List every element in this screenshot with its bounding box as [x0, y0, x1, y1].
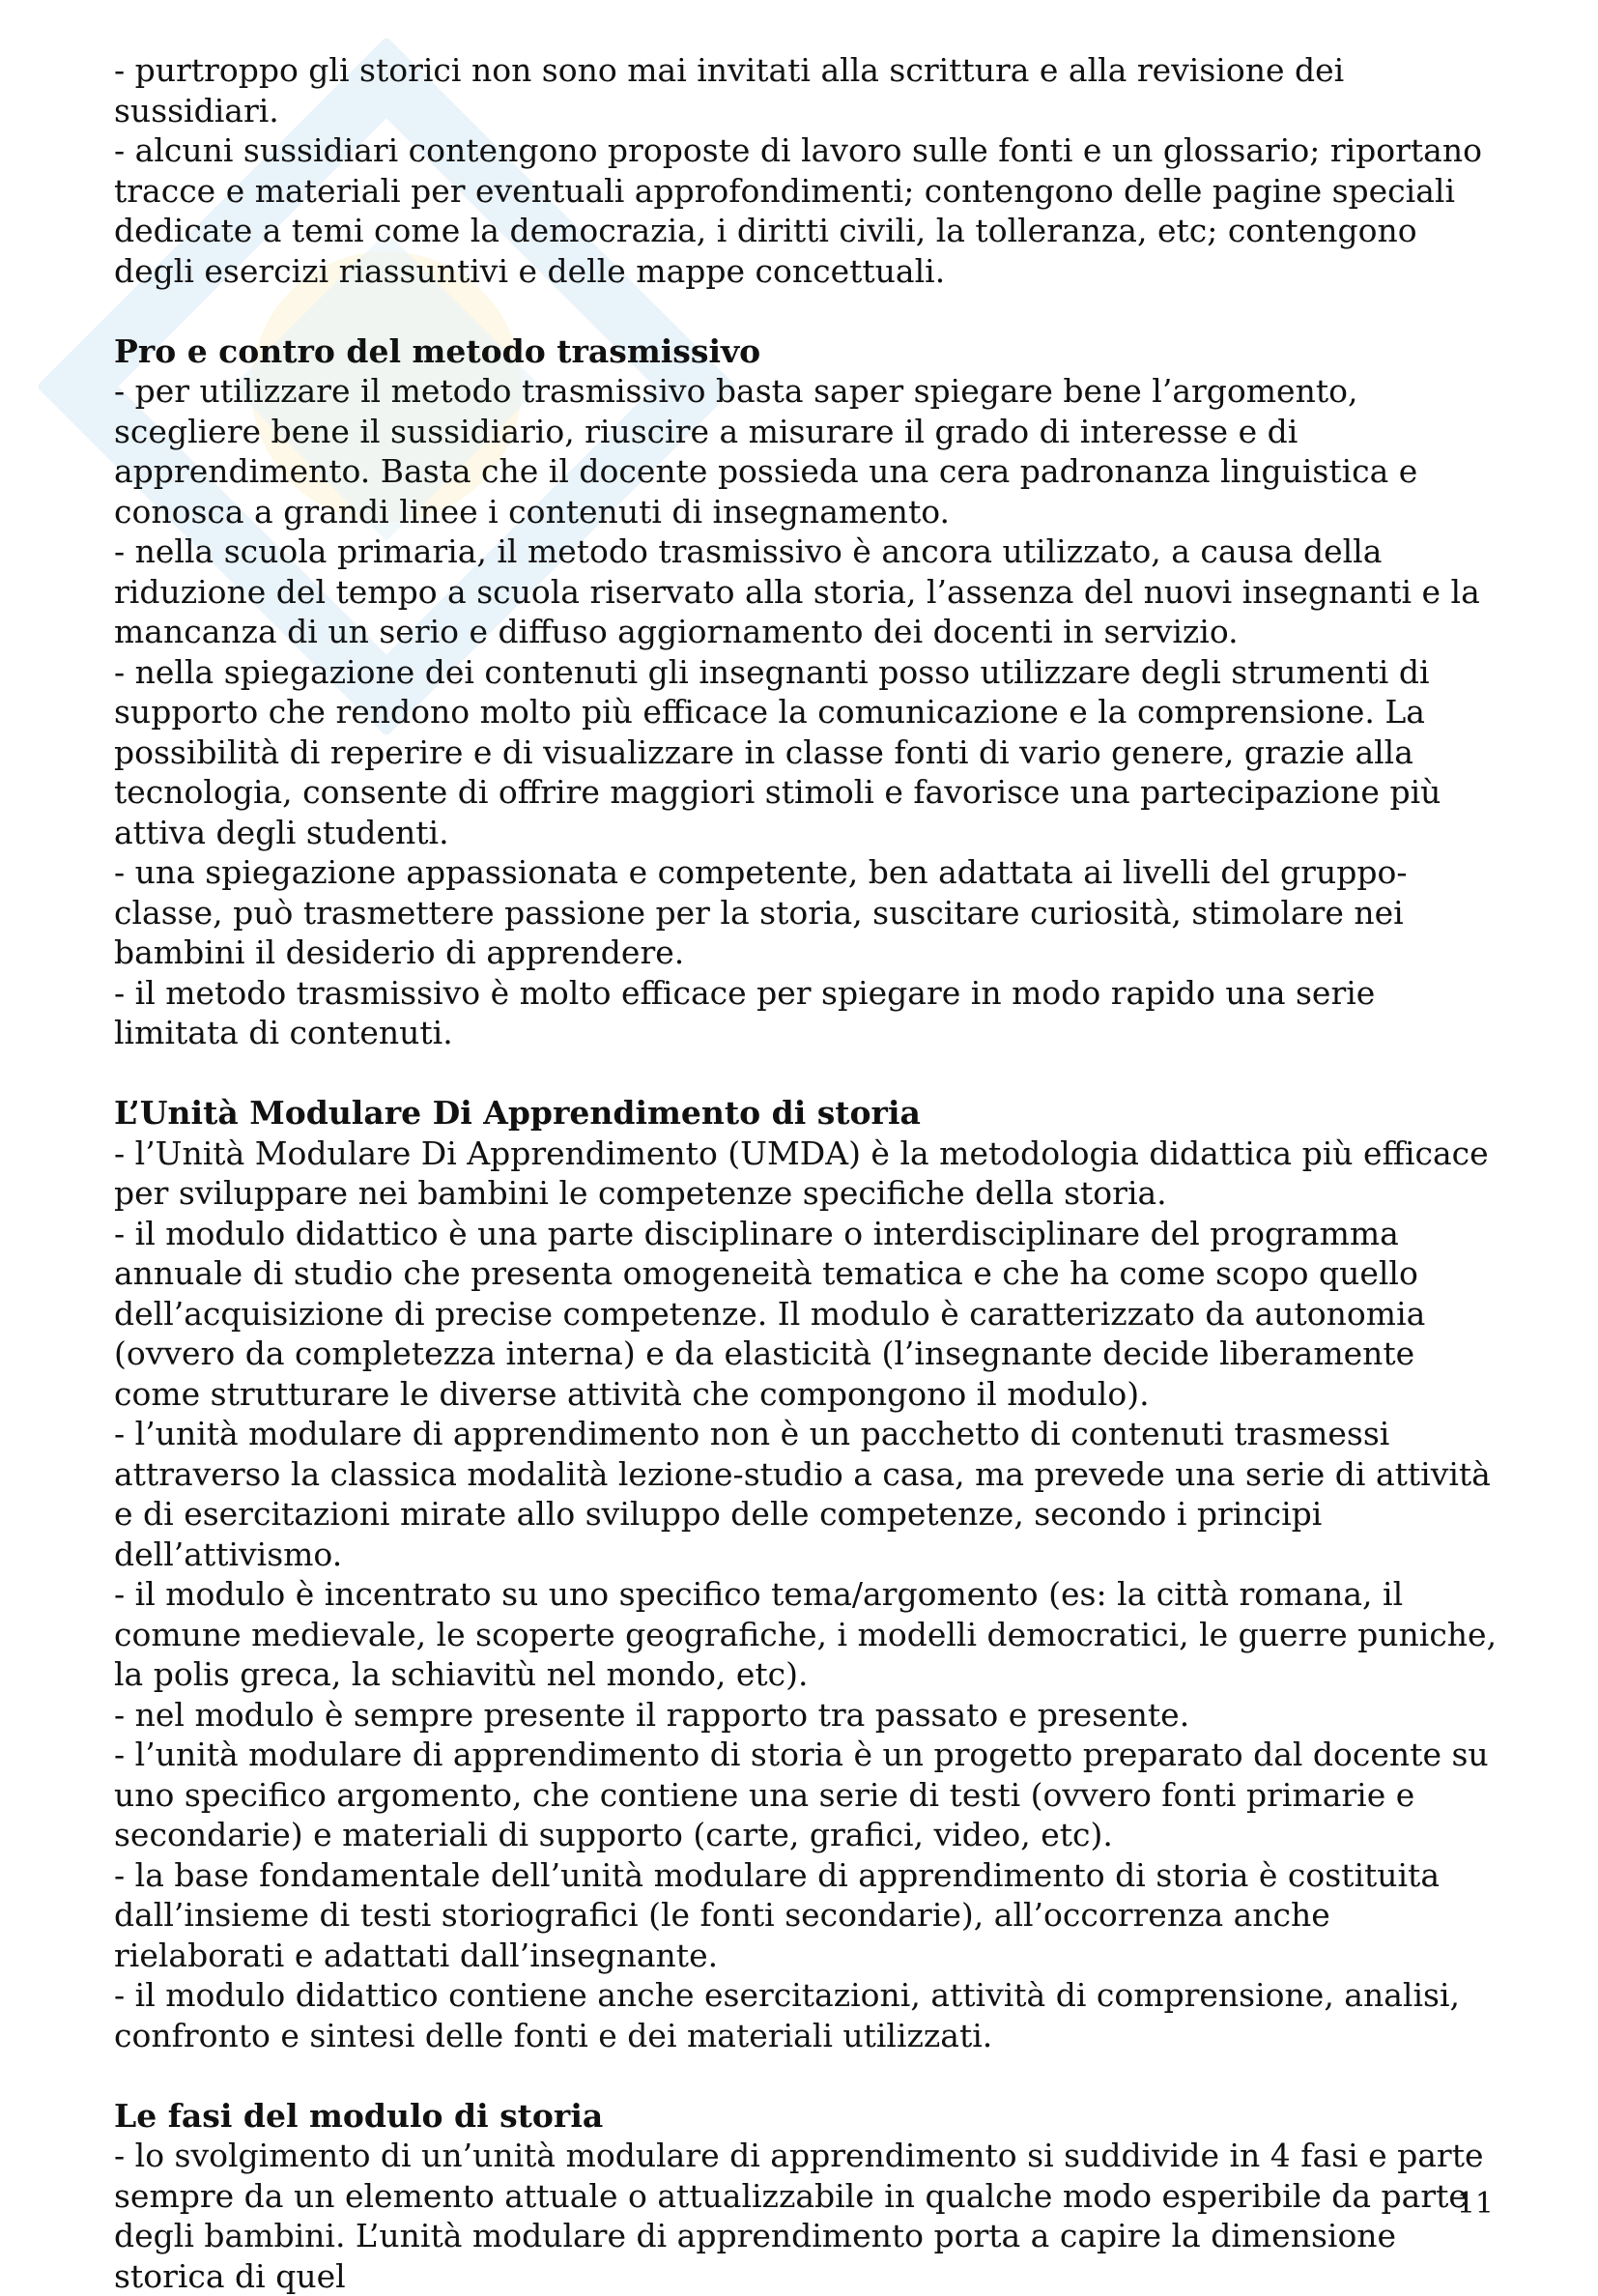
- paragraph: - nella spiegazione dei contenuti gli insegnanti posso utilizzare degli strumenti di supporto che rendono molto più efficace la comunicazione e la comprensione. La possibilità di reperire e di visualizzare in classe fonti di vario genere, grazie alla tecnologia, consente di offrire maggiori stimoli e favorisce una partecipazione più attiva degli studenti.: [114, 652, 1441, 851]
- page-number: 11: [1456, 2187, 1494, 2221]
- page-content: [114, 50, 1505, 2296]
- section-heading: Pro e contro del metodo trasmissivo: [114, 331, 761, 370]
- paragraph: - purtroppo gli storici non sono mai invitati alla scrittura e alla revisione dei sussidiari.: [114, 51, 1345, 129]
- paragraph: - l’unità modulare di apprendimento di storia è un progetto preparato dal docente su uno specifico argomento, che contiene una serie di testi (ovvero fonti primarie e secondarie) e materiali di supporto (carte, grafici, video, etc).: [114, 1736, 1489, 1853]
- paragraph: - l’unità modulare di apprendimento non è un pacchetto di contenuti trasmessi attraverso la classica modalità lezione-studio a casa, ma prevede una serie di attività e di esercitazioni mirate allo sviluppo delle competenze, secondo i principi dell’attivismo.: [114, 1415, 1491, 1573]
- paragraph: - il modulo didattico è una parte disciplinare o interdisciplinare del programma annuale di studio che presenta omogeneità tematica e che ha come scopo quello dell’acquisizione di precise competenze. Il modulo è caratterizzato da autonomia (ovvero da completezza interna) e da elasticità (l’insegnante decide liberamente come strutturare le diverse attività che compongono il modulo).: [114, 1214, 1426, 1413]
- paragraph: - nella scuola primaria, il metodo trasmissivo è ancora utilizzato, a causa della riduzione del tempo a scuola riservato alla storia, l’assenza del nuovi insegnanti e la mancanza di un serio e diffuso aggiornamento dei docenti in servizio.: [114, 532, 1480, 650]
- paragraph: - la base fondamentale dell’unità modulare di apprendimento di storia è costituita dall’insieme di testi storiografici (le fonti secondarie), all’occorrenza anche rielaborati e adattati dall’insegnante.: [114, 1855, 1440, 1974]
- paragraph: - nel modulo è sempre presente il rapporto tra passato e presente.: [114, 1695, 1190, 1734]
- paragraph: - il modulo didattico contiene anche esercitazioni, attività di comprensione, analisi, confronto e sintesi delle fonti e dei materiali utilizzati.: [114, 1976, 1460, 2054]
- paragraph: - lo svolgimento di un’unità modulare di apprendimento si suddivide in 4 fasi e parte sempre da un elemento attuale o attualizzabile in qualche modo esperibile da parte degli bambini. L’unità modulare di apprendimento porta a capire la dimensione storica di quel: [114, 2137, 1484, 2295]
- paragraph: - il metodo trasmissivo è molto efficace per spiegare in modo rapido una serie limitata di contenuti.: [114, 973, 1376, 1051]
- paragraph: - una spiegazione appassionata e competente, ben adattata ai livelli del gruppo-classe, può trasmettere passione per la storia, suscitare curiosità, stimolare nei bambini il desiderio di apprendere.: [114, 853, 1408, 971]
- paragraph: - alcuni sussidiari contengono proposte di lavoro sulle fonti e un glossario; riportano tracce e materiali per eventuali approfondimenti; contengono delle pagine speciali dedicate a temi come la democrazia, i diritti civili, la tolleranza, etc; contengono degli esercizi riassuntivi e delle mappe concettuali.: [114, 131, 1482, 290]
- section-heading: Le fasi del modulo di storia: [114, 2096, 604, 2135]
- paragraph: - il modulo è incentrato su uno specifico tema/argomento (es: la città romana, il comune medievale, le scoperte geografiche, i modelli democratici, le guerre puniche, la polis greca, la schiavitù nel mondo, etc).: [114, 1575, 1498, 1693]
- paragraph: - l’Unità Modulare Di Apprendimento (UMDA) è la metodologia didattica più efficace per sviluppare nei bambini le competenze specifiche della storia.: [114, 1134, 1489, 1212]
- section-heading: L’Unità Modulare Di Apprendimento di storia: [114, 1094, 921, 1132]
- paragraph: - per utilizzare il metodo trasmissivo basta saper spiegare bene l’argomento, scegliere bene il sussidiario, riuscire a misurare il grado di interesse e di apprendimento. Basta che il docente possieda una cera padronanza linguistica e conosca a grandi linee i contenuti di insegnamento.: [114, 372, 1418, 531]
